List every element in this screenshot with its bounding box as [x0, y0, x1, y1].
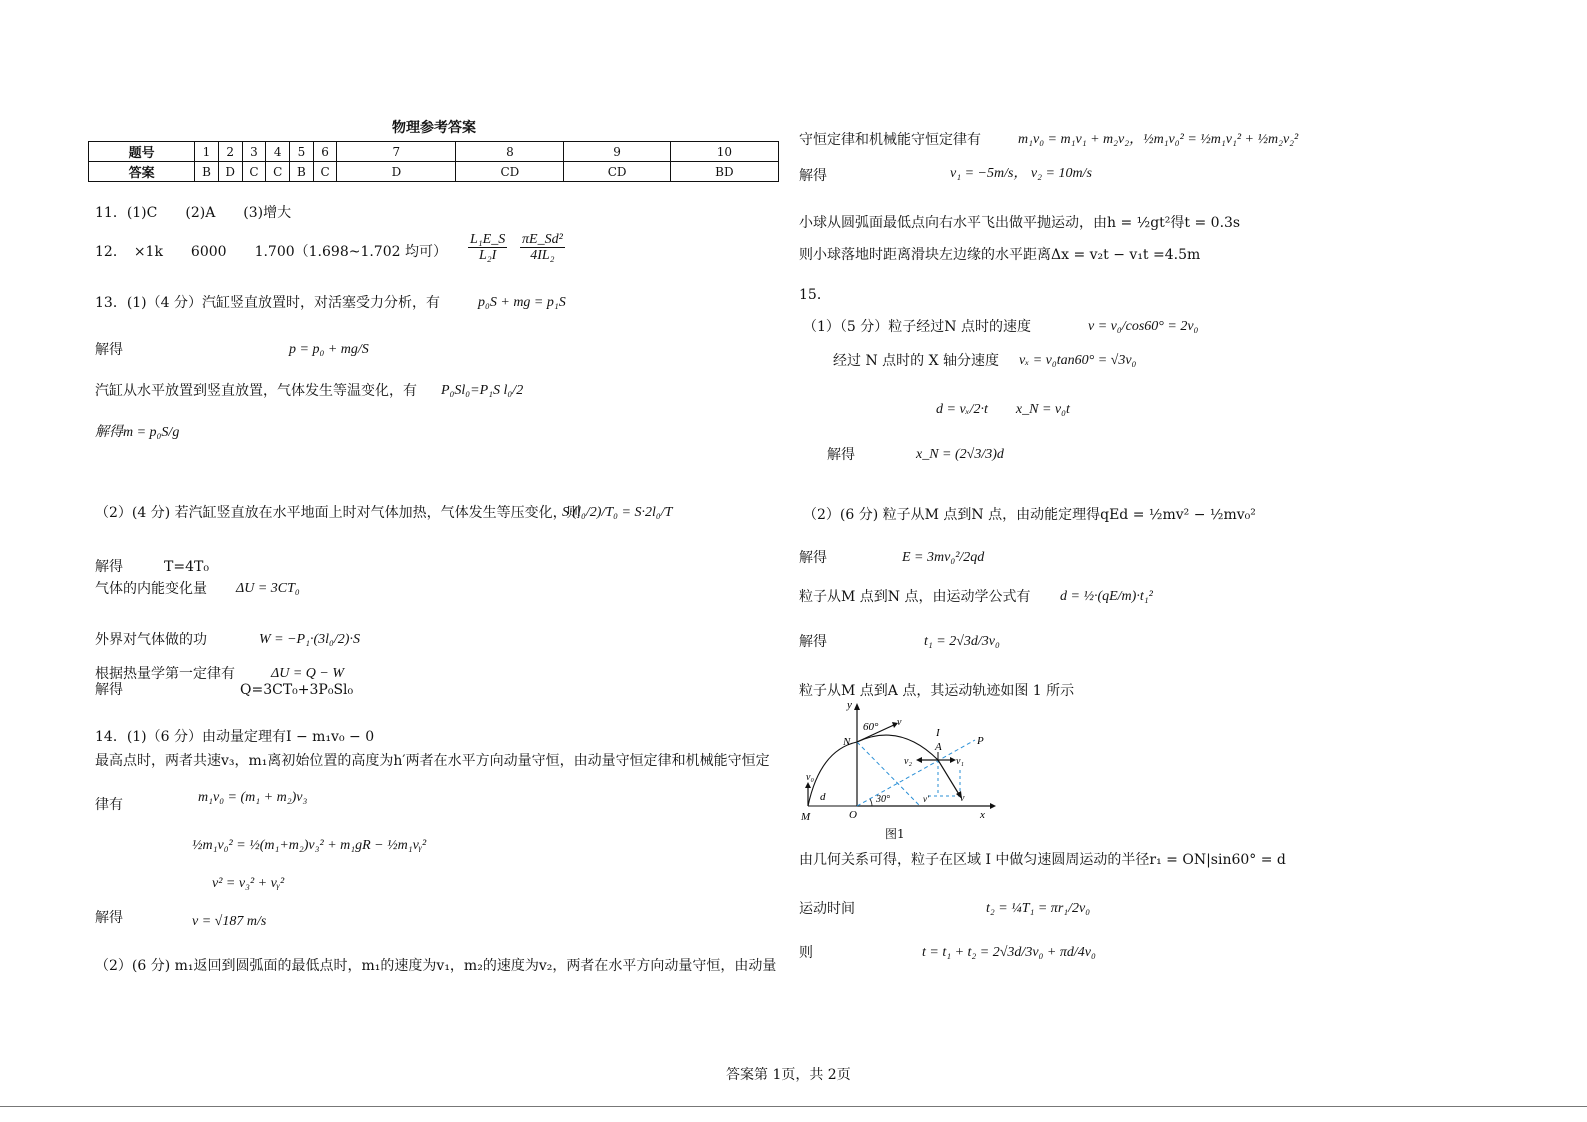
table-cell: 9	[564, 142, 670, 162]
q14-highest-point: 最高点时，两者共速v₃，m₁离初始位置的高度为h′两者在水平方向动量守恒，由动量守恒定律和机械能守恒定	[95, 753, 770, 769]
q13-part1: 13．(1)（4 分）汽缸竖直放置时，对活塞受力分析，有	[95, 295, 441, 311]
label-region: I	[936, 727, 940, 739]
table-cell: C	[266, 162, 290, 182]
q15-number: 15．	[799, 287, 831, 303]
q13-jiede-1: 解得	[95, 342, 123, 358]
q13-jiede-2: 解得	[95, 559, 123, 575]
q13-pressure-eq: p = p₀ + mg/S	[289, 342, 369, 357]
table-cell: BD	[670, 162, 778, 182]
q13-isothermal-eq: P₀Sl₀=P₁S l₀/2	[441, 383, 524, 398]
page-bottom-border	[0, 1106, 1587, 1107]
q14-part2: （2）(6 分) m₁返回到圆弧面的最低点时，m₁的速度为v₁，m₂的速度为v₂，两者在水平方向动量守恒，由动量	[95, 958, 777, 974]
table-cell: 1	[195, 142, 219, 162]
q14-part1: 14．(1)（6 分）由动量定理有I − m₁v₀ − 0	[95, 729, 375, 745]
row-label-number: 题号	[89, 142, 195, 162]
q12-answer: 12． ×1k 6000 1.700（1.698~1.702 均可）	[95, 244, 447, 260]
q15-t1-eq: t₁ = 2√3d/3v₀	[924, 634, 1000, 649]
q13-temperature: T=4T₀	[164, 559, 209, 575]
q13-mass: 解得m = p₀S/g	[95, 425, 180, 440]
q13-part2: （2）(4 分) 若汽缸竖直放在水平地面上时对气体加热，气体发生等压变化，则	[95, 505, 581, 521]
q12-f2-num: πE_Sd²	[522, 232, 563, 247]
q15-trajectory-text: 粒子从M 点到A 点，其运动轨迹如图 1 所示	[799, 683, 1075, 699]
q12-fraction-1	[468, 232, 507, 263]
table-row	[89, 162, 779, 182]
arc-path	[857, 735, 938, 760]
q14-projectile: 小球从圆弧面最低点向右水平飞出做平抛运动，由h = ½gt²得t = 0.3s	[799, 215, 1241, 231]
q11-answer: 11．(1)C (2)A (3)增大	[95, 205, 292, 221]
angle-30-arc	[870, 799, 872, 806]
label-60deg: 60°	[863, 721, 879, 733]
table-cell: B	[195, 162, 219, 182]
label-v0: v₀	[806, 772, 814, 783]
q13-isothermal: 汽缸从水平放置到竖直放置，气体发生等温变化，有	[95, 383, 417, 399]
q14-continued: 守恒定律和机械能守恒定律有	[799, 132, 981, 148]
q14-velocity-result: v = √187 m/s	[192, 914, 267, 929]
q12-f2-den: 4IL₂	[530, 248, 555, 263]
table-cell: 10	[670, 142, 778, 162]
figure-1	[800, 700, 1000, 830]
label-m: M	[801, 811, 811, 823]
q13-force-eq: p₀S + mg = p₁S	[478, 295, 566, 310]
q15-vx-eq: vₓ = v₀tan60° = √3v₀	[1019, 353, 1137, 368]
q14-distance: 则小球落地时距离滑块左边缘的水平距离Δx = v₂t − v₁t =4.5m	[799, 247, 1201, 263]
answer-table	[88, 141, 779, 182]
q13-work-label: 外界对气体做的功	[95, 632, 207, 648]
page-footer: 答案第 1页，共 2页	[726, 1067, 851, 1083]
label-o: O	[849, 809, 857, 821]
row-label-answer: 答案	[89, 162, 195, 182]
q15-geometry: 由几何关系可得，粒子在区域 I 中做匀速圆周运动的半径r₁ = ON|sin60° = d	[799, 852, 1286, 868]
table-cell: 5	[290, 142, 314, 162]
table-cell: CD	[564, 162, 670, 182]
q15-jiede-1: 解得	[827, 447, 855, 463]
label-x: x	[980, 809, 985, 821]
table-cell: 4	[266, 142, 290, 162]
q15-total-time-eq: t = t₁ + t₂ = 2√3d/3v₀ + πd/4v₀	[922, 945, 1096, 960]
label-d: d	[820, 791, 826, 803]
q14-momentum-eq: m₁v₀ = (m₁ + m₂)v₃	[198, 790, 308, 805]
x-axis-arrow	[990, 803, 996, 809]
q15-jiede-3: 解得	[799, 634, 827, 650]
q14-velocity-sum-eq: v² = v₃² + vᵧ²	[212, 876, 285, 891]
q15-vx-label: 经过 N 点时的 X 轴分速度	[833, 353, 1000, 369]
q15-d-eq: d = vₓ/2·t x_N = v₀t	[936, 402, 1070, 417]
q15-kinematics-eq: d = ½·(qE/m)·t₁²	[1060, 589, 1153, 604]
q12-f1-den: L₂I	[478, 248, 497, 263]
q13-law-eq: ΔU = Q − W	[271, 666, 344, 681]
label-a: A	[935, 741, 942, 753]
label-y: y	[847, 700, 852, 711]
q15-jiede-2: 解得	[799, 550, 827, 566]
q15-part1: （1）（5 分）粒子经过N 点时的速度	[803, 319, 1031, 335]
table-cell: C	[313, 162, 337, 182]
q13-du-eq: ΔU = 3CT₀	[236, 581, 300, 596]
q15-e-field-eq: E = 3mv₀²/2qd	[902, 550, 985, 565]
table-cell: 2	[218, 142, 242, 162]
q14-jiede-2: 解得	[799, 168, 827, 184]
table-cell: C	[242, 162, 266, 182]
v2-arrow-head	[916, 757, 922, 763]
q14-jiede: 解得	[95, 910, 123, 926]
label-v-n: v	[897, 717, 902, 728]
table-cell: D	[218, 162, 242, 182]
q14-conservation-eq: m₁v₀ = m₁v₁ + m₂v₂，½m₁v₀² = ½m₁v₁² + ½m₂v₂²	[1018, 132, 1299, 147]
q15-then: 则	[799, 945, 813, 961]
q15-kinematics-label: 粒子从M 点到N 点，由运动学公式有	[799, 589, 1031, 605]
table-cell: 3	[242, 142, 266, 162]
label-v-low: v	[960, 793, 965, 804]
q13-du-label: 气体的内能变化量	[95, 581, 207, 597]
q12-f1-num: L₁E_S	[470, 232, 506, 247]
label-n: N	[843, 736, 851, 748]
q13-law-label: 根据热量学第一定律有	[95, 666, 235, 682]
q15-velocity-eq: v = v₀/cos60° = 2v₀	[1088, 319, 1199, 334]
label-p: P	[977, 735, 984, 747]
page-title: 物理参考答案	[392, 120, 476, 136]
q14-energy-eq: ½m₁v₀² = ½(m₁+m₂)v₃² + m₁gR − ½m₁vᵧ²	[192, 838, 427, 853]
q12-fraction-2	[520, 232, 565, 263]
table-row	[89, 142, 779, 162]
q13-isobaric-eq: S·(l₀/2)/T₀ = S·2l₀/T	[562, 505, 673, 520]
q13-heat: Q=3CT₀+3P₀Sl₀	[240, 682, 354, 698]
table-cell: 6	[313, 142, 337, 162]
q15-time-eq: t₂ = ¼T₁ = πr₁/2v₀	[986, 901, 1091, 916]
table-cell: D	[337, 162, 456, 182]
label-v1: v₁	[956, 756, 964, 767]
q13-work-eq: W = −P₁·(3l₀/2)·S	[259, 632, 360, 647]
figure-caption: 图1	[885, 827, 905, 841]
q14-v-solution: v₁ = −5m/s， v₂ = 10m/s	[950, 166, 1092, 181]
table-cell: 7	[337, 142, 456, 162]
table-cell: CD	[456, 162, 564, 182]
q13-jiede-3: 解得	[95, 682, 123, 698]
label-vp: v′	[923, 794, 929, 804]
line-op	[857, 740, 975, 806]
parabola-path	[808, 742, 857, 806]
label-30deg: 30°	[876, 794, 890, 805]
table-cell: B	[290, 162, 314, 182]
q14-lv: 律有	[95, 797, 123, 813]
table-cell: 8	[456, 142, 564, 162]
q15-part2: （2）(6 分) 粒子从M 点到N 点，由动能定理得qEd = ½mv² − ½mv₀²	[803, 507, 1256, 523]
q15-xn-eq: x_N = (2√3/3)d	[916, 447, 1004, 462]
q15-time-label: 运动时间	[799, 901, 855, 917]
y-axis-arrow	[854, 703, 860, 710]
label-v2: v₂	[904, 756, 912, 767]
